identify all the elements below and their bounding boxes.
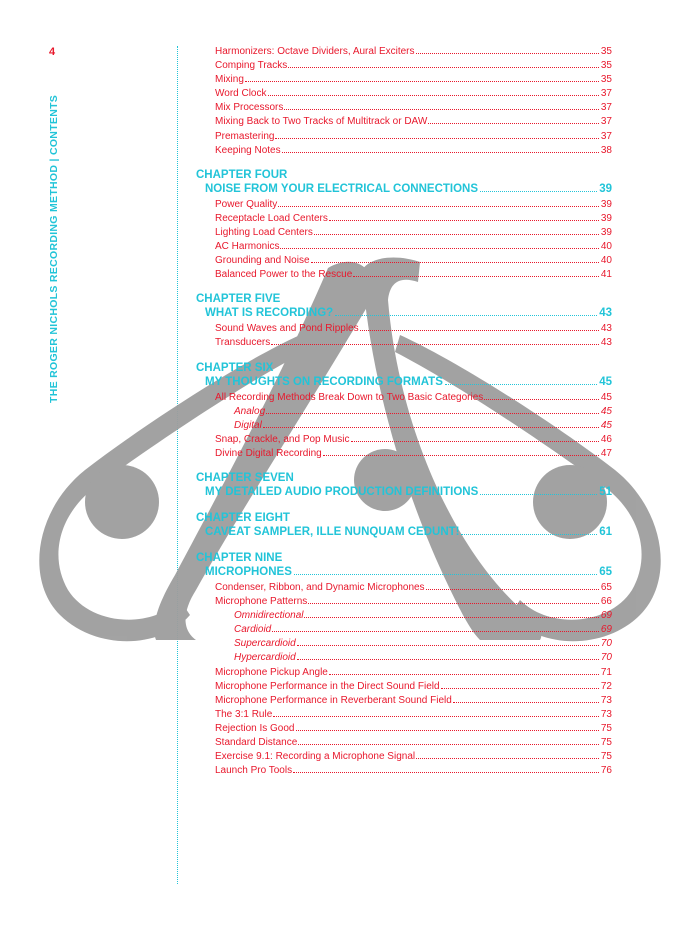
chapter-page: 45: [599, 375, 612, 388]
entry-title: Balanced Power to the Rescue: [215, 269, 353, 281]
toc-entry[interactable]: [196, 131, 612, 145]
entry-title: AC Harmonics: [215, 241, 280, 253]
entry-title: Transducers: [215, 337, 271, 349]
entry-title: Standard Distance: [215, 737, 298, 748]
dot-leader: [461, 534, 597, 535]
entry-page: 35: [600, 74, 612, 86]
entry-page: 39: [600, 226, 612, 238]
chapter-title-row[interactable]: [196, 183, 612, 199]
entry-page: 47: [600, 447, 612, 459]
chapter-list: [196, 168, 612, 780]
toc-entry[interactable]: [196, 681, 612, 695]
dot-leader: [275, 138, 598, 139]
chapter-page: 43: [599, 307, 612, 320]
entry-page: 39: [600, 198, 612, 210]
chapter-section: [196, 471, 612, 502]
intro-entries: [196, 46, 612, 159]
toc-entry[interactable]: [196, 765, 612, 779]
entry-page: 37: [600, 116, 612, 128]
chapter-title: CAVEAT SAMPLER, ILLE NUNQUAM CEDUNT!: [205, 525, 460, 538]
dot-leader: [263, 427, 599, 428]
toc-entry[interactable]: [196, 60, 612, 74]
entry-page: 70: [600, 638, 612, 650]
dot-leader: [266, 413, 599, 414]
entry-title: Word Clock: [215, 88, 267, 100]
dot-leader: [351, 441, 599, 442]
chapter-page: 61: [599, 525, 612, 538]
entry-page: 46: [600, 433, 612, 445]
toc-subentry[interactable]: [196, 624, 612, 638]
entry-page: 69: [600, 610, 612, 622]
chapter-label: CHAPTER FIVE: [196, 293, 281, 306]
entry-title: Hypercardioid: [234, 652, 296, 664]
entry-page: 43: [600, 337, 612, 349]
chapter-section: [196, 511, 612, 542]
entry-title: Exercise 9.1: Recording a Microphone Signal: [215, 751, 416, 763]
entry-page: 37: [600, 102, 612, 114]
toc-entry[interactable]: [196, 392, 612, 406]
dot-leader: [428, 123, 599, 124]
dot-leader: [329, 674, 599, 675]
toc-entry[interactable]: [196, 199, 612, 213]
toc-subentry[interactable]: [196, 420, 612, 434]
entry-page: 75: [600, 751, 612, 763]
dot-leader: [314, 234, 599, 235]
entry-page: 40: [600, 255, 612, 267]
entry-title: Microphone Patterns: [215, 596, 308, 608]
entry-title: Receptacle Load Centers: [215, 212, 328, 224]
toc-subentry[interactable]: [196, 652, 612, 666]
toc-entry[interactable]: [196, 337, 612, 351]
dot-leader: [280, 248, 598, 249]
entry-page: 40: [600, 241, 612, 253]
toc-entry[interactable]: [196, 448, 612, 462]
dot-leader: [278, 206, 599, 207]
toc-entry[interactable]: [196, 46, 612, 60]
entry-title: Comping Tracks: [215, 60, 288, 72]
chapter-label: CHAPTER SIX: [196, 361, 274, 374]
entry-page: 35: [600, 46, 612, 57]
toc-subentry[interactable]: [196, 406, 612, 420]
entry-title: Harmonizers: Octave Dividers, Aural Exciters: [215, 46, 415, 57]
toc-entry[interactable]: [196, 145, 612, 159]
entry-page: 38: [600, 144, 612, 156]
dot-leader: [484, 399, 599, 400]
page-number: 4: [49, 46, 56, 58]
entry-page: 37: [600, 130, 612, 142]
dot-leader: [335, 315, 597, 316]
dot-leader: [441, 688, 599, 689]
entry-title: Supercardioid: [234, 638, 296, 650]
toc-entry[interactable]: [196, 596, 612, 610]
toc-entry[interactable]: [196, 434, 612, 448]
toc-entry[interactable]: [196, 269, 612, 283]
toc-entry[interactable]: [196, 88, 612, 102]
entry-page: 65: [600, 581, 612, 593]
toc-entry[interactable]: [196, 667, 612, 681]
chapter-title-row[interactable]: [196, 376, 612, 392]
chapter-page: 51: [599, 485, 612, 498]
table-of-contents: [196, 46, 612, 779]
chapter-label: CHAPTER EIGHT: [196, 511, 290, 524]
dot-leader: [288, 67, 599, 68]
chapter-title: MICROPHONES: [205, 565, 292, 578]
toc-entry[interactable]: [196, 74, 612, 88]
dot-leader: [416, 53, 599, 54]
toc-entry[interactable]: [196, 709, 612, 723]
entry-page: 37: [600, 88, 612, 100]
dot-leader: [323, 455, 599, 456]
chapter-title-row[interactable]: [196, 486, 612, 502]
entry-page: 35: [600, 60, 612, 72]
dot-leader: [293, 772, 599, 773]
chapter-title: MY THOUGHTS ON RECORDING FORMATS: [205, 375, 443, 388]
dot-leader: [297, 645, 599, 646]
toc-subentry[interactable]: [196, 610, 612, 624]
chapter-title: MY DETAILED AUDIO PRODUCTION DEFINITIONS: [205, 485, 479, 498]
toc-entry[interactable]: [196, 227, 612, 241]
dot-leader: [480, 191, 597, 192]
entry-page: 73: [600, 694, 612, 706]
entry-page: 75: [600, 737, 612, 748]
dot-leader: [304, 617, 598, 618]
dot-leader: [360, 330, 599, 331]
entry-title: Condenser, Ribbon, and Dynamic Microphones: [215, 581, 425, 593]
entry-page: 70: [600, 652, 612, 664]
dot-leader: [245, 81, 599, 82]
chapter-label: CHAPTER NINE: [196, 551, 283, 564]
dot-leader: [308, 603, 599, 604]
chapter-label: CHAPTER SEVEN: [196, 471, 294, 484]
entry-page: 72: [600, 680, 612, 692]
dot-leader: [273, 716, 599, 717]
entry-page: 45: [600, 391, 612, 403]
running-title: THE ROGER NICHOLS RECORDING METHOD | CONTENTS: [48, 94, 60, 403]
toc-entry[interactable]: [196, 695, 612, 709]
toc-subentry[interactable]: [196, 638, 612, 652]
dot-leader: [453, 702, 599, 703]
entry-title: Microphone Pickup Angle: [215, 666, 328, 678]
entry-title: Mixing Back to Two Tracks of Multitrack or DAW: [215, 116, 428, 128]
entry-title: Snap, Crackle, and Pop Music: [215, 433, 350, 445]
dot-leader: [271, 344, 599, 345]
entry-page: 76: [600, 765, 612, 777]
entry-page: 69: [600, 624, 612, 636]
toc-entry[interactable]: [196, 255, 612, 269]
chapter-section: [196, 292, 612, 351]
toc-entry[interactable]: [196, 213, 612, 227]
entry-page: 41: [600, 269, 612, 281]
dot-leader: [311, 262, 599, 263]
entry-page: 45: [600, 419, 612, 431]
toc-entry[interactable]: [196, 323, 612, 337]
entry-page: 45: [600, 405, 612, 417]
entry-title: Rejection Is Good: [215, 722, 295, 734]
dot-leader: [297, 659, 599, 660]
chapter-page: 39: [599, 182, 612, 195]
chapter-title-row[interactable]: [196, 307, 612, 323]
entry-page: 39: [600, 212, 612, 224]
entry-title: Lighting Load Centers: [215, 226, 313, 238]
entry-title: Launch Pro Tools: [215, 765, 293, 777]
entry-title: Omnidirectional: [234, 610, 304, 622]
chapter-section: [196, 551, 612, 779]
entry-title: Microphone Performance in Reverberant Sound Field: [215, 694, 452, 706]
entry-page: 75: [600, 722, 612, 734]
entry-title: Grounding and Noise: [215, 255, 310, 267]
entry-page: 43: [600, 323, 612, 335]
chapter-title-row[interactable]: [196, 566, 612, 582]
entry-title: Sound Waves and Pond Ripples: [215, 323, 359, 335]
entry-title: Cardioid: [234, 624, 272, 636]
dot-leader: [329, 220, 599, 221]
entry-page: 73: [600, 708, 612, 720]
toc-entry[interactable]: [196, 116, 612, 130]
chapter-section: [196, 168, 612, 284]
entry-title: Digital: [234, 419, 262, 431]
chapter-page: 65: [599, 565, 612, 578]
chapter-section: [196, 361, 612, 462]
entry-title: Mixing: [215, 74, 244, 86]
chapter-title-row[interactable]: [196, 526, 612, 542]
dot-leader: [445, 384, 597, 385]
entry-title: Keeping Notes: [215, 144, 281, 156]
dot-leader: [294, 574, 597, 575]
dot-leader: [416, 758, 599, 759]
chapter-title: NOISE FROM YOUR ELECTRICAL CONNECTIONS: [205, 182, 479, 195]
entry-title: Analog: [234, 405, 266, 417]
toc-entry[interactable]: [196, 582, 612, 596]
dot-leader: [268, 95, 599, 96]
dot-leader: [284, 109, 599, 110]
dot-leader: [296, 730, 599, 731]
entry-title: The 3:1 Rule: [215, 708, 273, 720]
toc-entry[interactable]: [196, 737, 612, 751]
entry-page: 71: [600, 666, 612, 678]
entry-page: 66: [600, 596, 612, 608]
dot-leader: [426, 589, 599, 590]
entry-title: Mix Processors: [215, 102, 284, 114]
entry-title: Microphone Performance in the Direct Sound Field: [215, 680, 440, 692]
dot-leader: [480, 494, 597, 495]
dot-leader: [353, 276, 599, 277]
chapter-title: WHAT IS RECORDING?: [205, 307, 334, 320]
entry-title: Premastering: [215, 130, 275, 142]
entry-title: Divine Digital Recording: [215, 447, 322, 459]
toc-entry[interactable]: [196, 723, 612, 737]
dot-leader: [298, 744, 599, 745]
entry-title: Power Quality: [215, 198, 278, 210]
toc-entry[interactable]: [196, 102, 612, 116]
chapter-label: CHAPTER FOUR: [196, 168, 288, 181]
toc-entry[interactable]: [196, 241, 612, 255]
entry-title: All Recording Methods Break Down to Two Basic Categories: [215, 391, 484, 403]
toc-entry[interactable]: [196, 751, 612, 765]
dot-leader: [282, 152, 599, 153]
dot-leader: [272, 631, 599, 632]
